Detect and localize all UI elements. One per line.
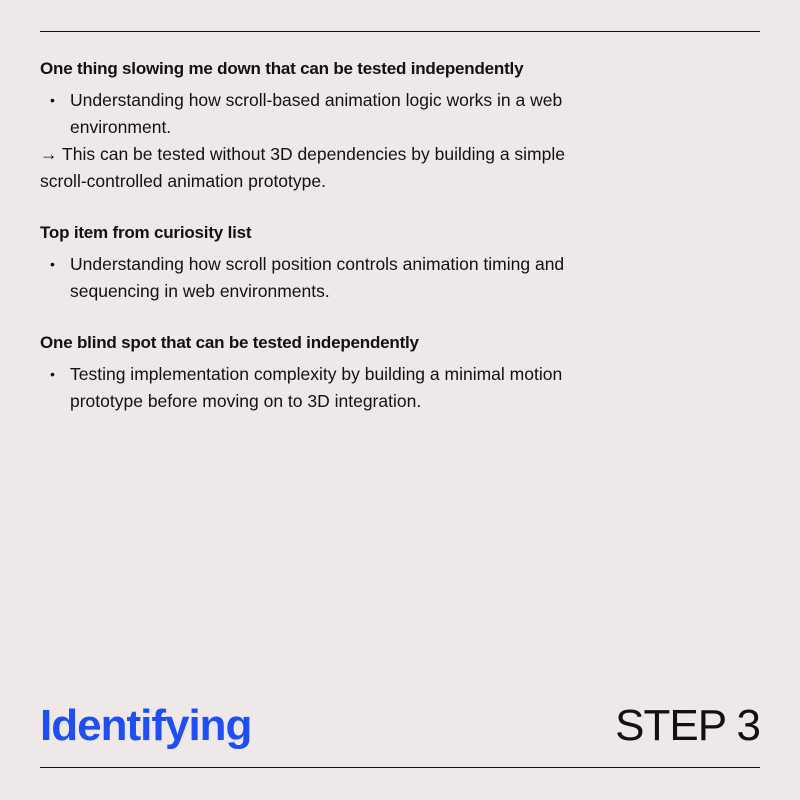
section-slowing-me-down	[40, 57, 600, 195]
bullet-list	[40, 251, 600, 305]
list-item-text: Understanding how scroll-based animation logic works in a web environment.	[70, 90, 563, 137]
section-heading: Top item from curiosity list	[40, 223, 252, 242]
main-content	[40, 57, 600, 441]
section-blind-spot	[40, 331, 600, 415]
section-heading: One blind spot that can be tested independently	[40, 333, 419, 352]
list-item	[40, 87, 600, 141]
list-item-text: Testing implementation complexity by building a minimal motion prototype before moving on to 3D integration.	[70, 364, 563, 411]
top-divider	[40, 31, 760, 32]
list-item	[40, 361, 600, 415]
bullet-icon: •	[50, 366, 55, 382]
list-item-text: Understanding how scroll position controls animation timing and sequencing in web environments.	[70, 254, 565, 301]
step-label: STEP 3	[615, 701, 760, 750]
bottom-divider	[40, 767, 760, 768]
list-item	[40, 251, 600, 305]
bullet-icon: •	[50, 256, 55, 272]
bullet-list	[40, 87, 600, 141]
bullet-list	[40, 361, 600, 415]
page-title: Identifying	[40, 701, 252, 750]
section-curiosity-list	[40, 221, 600, 305]
bullet-icon: •	[50, 92, 55, 108]
section-note: → This can be tested without 3D dependencies by building a simple scroll-controlled animation prototype.	[40, 144, 565, 191]
section-heading: One thing slowing me down that can be tested independently	[40, 59, 524, 78]
